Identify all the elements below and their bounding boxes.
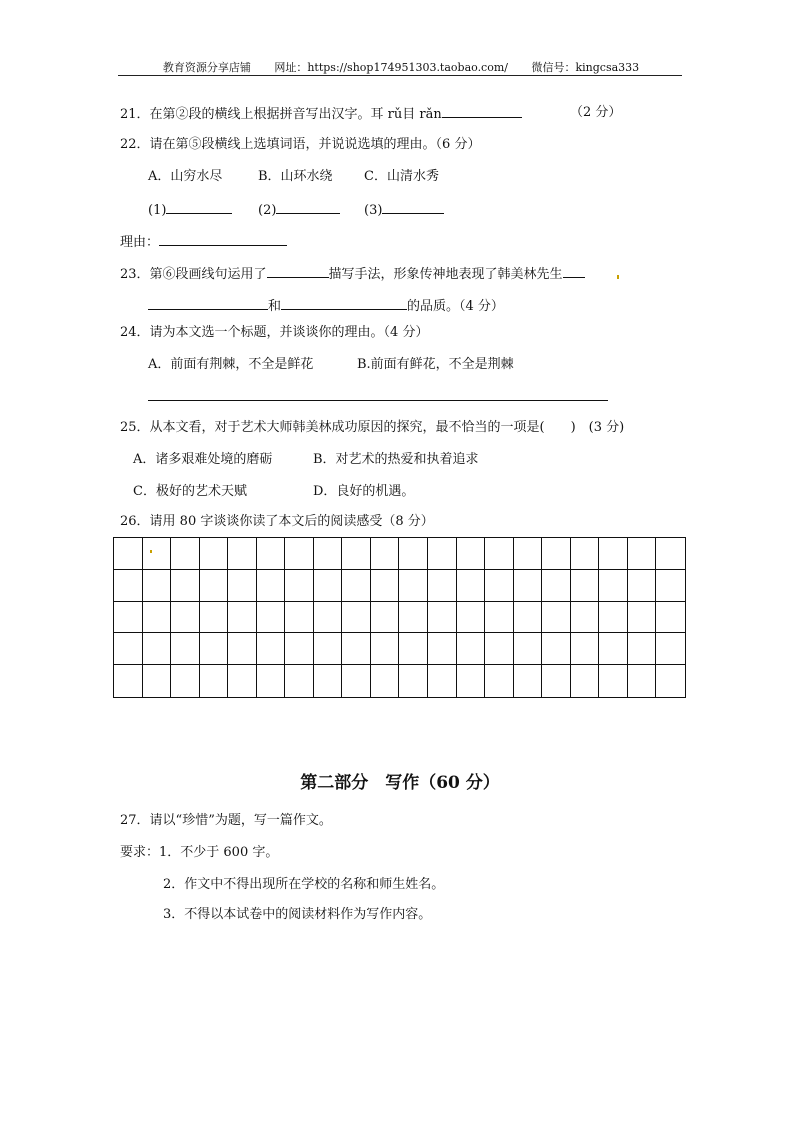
grid-cell[interactable]	[143, 602, 172, 634]
grid-cell[interactable]	[114, 538, 143, 570]
grid-cell[interactable]	[542, 665, 571, 697]
yellow-mark	[617, 275, 619, 279]
grid-cell[interactable]	[399, 570, 428, 602]
q22-option-b: B．山环水绕	[258, 169, 333, 184]
grid-cell[interactable]	[171, 602, 200, 634]
grid-mark	[150, 550, 152, 553]
grid-cell[interactable]	[656, 602, 685, 634]
q22-blank-2-label: (2)	[258, 203, 277, 218]
grid-cell[interactable]	[457, 665, 486, 697]
grid-cell[interactable]	[485, 665, 514, 697]
grid-cell[interactable]	[428, 665, 457, 697]
grid-cell[interactable]	[228, 538, 257, 570]
grid-cell[interactable]	[285, 602, 314, 634]
q24-option-a: A．前面有荆棘，不全是鲜花	[148, 357, 314, 372]
requirement-3: 3．不得以本试卷中的阅读材料作为写作内容。	[163, 907, 432, 922]
grid-cell[interactable]	[656, 570, 685, 602]
grid-cell[interactable]	[114, 602, 143, 634]
grid-cell[interactable]	[457, 633, 486, 665]
question-25: 25．从本文看，对于艺术大师韩美林成功原因的探究，最不恰当的一项是( ) (3 分)	[120, 420, 625, 435]
grid-cell[interactable]	[342, 633, 371, 665]
q21-text: 21．在第②段的横线上根据拼音写出汉字。耳 rǔ目 rǎn	[120, 107, 442, 122]
q24-option-b: B.前面有鲜花，不全是荆棘	[357, 357, 514, 372]
q23-blank-2[interactable]	[563, 265, 585, 278]
grid-cell[interactable]	[285, 570, 314, 602]
grid-cell[interactable]	[314, 633, 343, 665]
grid-cell[interactable]	[514, 633, 543, 665]
grid-cell[interactable]	[371, 602, 400, 634]
q25-option-d: D．良好的机遇。	[313, 484, 415, 499]
header-wechat: 微信号：kingcsa333	[531, 61, 640, 74]
grid-cell[interactable]	[228, 665, 257, 697]
grid-cell[interactable]	[342, 665, 371, 697]
header-url: 网址：https://shop174951303.taobao.com/	[274, 61, 508, 74]
grid-cell[interactable]	[200, 633, 229, 665]
grid-cell[interactable]	[257, 665, 286, 697]
grid-cell[interactable]	[599, 602, 628, 634]
grid-cell[interactable]	[171, 633, 200, 665]
grid-cell[interactable]	[228, 602, 257, 634]
grid-cell[interactable]	[200, 665, 229, 697]
grid-cell[interactable]	[314, 602, 343, 634]
grid-cell[interactable]	[571, 665, 600, 697]
grid-cell[interactable]	[285, 633, 314, 665]
grid-cell[interactable]	[628, 538, 657, 570]
question-21	[120, 105, 522, 123]
grid-cell[interactable]	[314, 665, 343, 697]
q22-blank-3[interactable]	[382, 201, 444, 214]
grid-cell[interactable]	[457, 538, 486, 570]
grid-cell[interactable]	[514, 602, 543, 634]
q25-option-c: C．极好的艺术天赋	[133, 484, 247, 499]
grid-cell[interactable]	[228, 570, 257, 602]
question-27: 27．请以“珍惜”为题，写一篇作文。	[120, 813, 332, 828]
q23-part2: 描写手法，形象传神地表现了韩美林先生	[328, 267, 563, 282]
question-22: 22．请在第⑤段横线上选填词语，并说说选填的理由。（6 分）	[120, 137, 481, 152]
grid-cell[interactable]	[171, 570, 200, 602]
grid-cell[interactable]	[200, 538, 229, 570]
q22-blank-1[interactable]	[166, 201, 232, 214]
grid-cell[interactable]	[371, 633, 400, 665]
q23-blank-1[interactable]	[267, 265, 329, 278]
grid-cell[interactable]	[514, 570, 543, 602]
grid-cell[interactable]	[114, 570, 143, 602]
grid-cell[interactable]	[200, 570, 229, 602]
part2-title: 第二部分 写作（60 分）	[300, 773, 500, 793]
grid-cell[interactable]	[371, 570, 400, 602]
q22-blank-2[interactable]	[276, 201, 340, 214]
q22-blank-3-label: (3)	[364, 203, 383, 218]
grid-cell[interactable]	[200, 602, 229, 634]
grid-cell[interactable]	[628, 570, 657, 602]
grid-cell[interactable]	[514, 665, 543, 697]
grid-cell[interactable]	[171, 665, 200, 697]
grid-cell[interactable]	[457, 570, 486, 602]
grid-cell[interactable]	[599, 570, 628, 602]
question-26: 26．请用 80 字谈谈你读了本文后的阅读感受（8 分）	[120, 514, 434, 529]
requirement-1: 要求：1．不少于 600 字。	[120, 845, 279, 860]
grid-cell[interactable]	[542, 538, 571, 570]
grid-cell[interactable]	[371, 538, 400, 570]
q22-blank-1-row	[148, 201, 232, 219]
grid-cell[interactable]	[485, 538, 514, 570]
q23-part4: 的品质。（4 分）	[407, 299, 504, 314]
grid-cell[interactable]	[342, 570, 371, 602]
q21-blank[interactable]	[442, 105, 522, 118]
grid-cell[interactable]	[656, 665, 685, 697]
grid-cell[interactable]	[171, 538, 200, 570]
grid-cell[interactable]	[257, 602, 286, 634]
grid-cell[interactable]	[399, 602, 428, 634]
grid-cell[interactable]	[485, 570, 514, 602]
grid-cell[interactable]	[314, 538, 343, 570]
grid-cell[interactable]	[571, 602, 600, 634]
q25-option-a: A．诸多艰难处境的磨砺	[133, 452, 273, 467]
q23-blank-3[interactable]	[148, 297, 268, 310]
grid-cell[interactable]	[457, 602, 486, 634]
grid-cell[interactable]	[399, 633, 428, 665]
grid-cell[interactable]	[428, 602, 457, 634]
q23-part3: 和	[268, 299, 282, 314]
grid-cell[interactable]	[143, 570, 172, 602]
grid-cell[interactable]	[114, 665, 143, 697]
grid-cell[interactable]	[143, 665, 172, 697]
q22-blank-2-row	[258, 201, 340, 219]
grid-cell[interactable]	[514, 538, 543, 570]
q22-reason-row	[120, 233, 287, 251]
answer-grid[interactable]	[113, 537, 686, 698]
grid-cell[interactable]	[143, 633, 172, 665]
q25-option-b: B．对艺术的热爱和执着追求	[313, 452, 479, 467]
requirement-2: 2．作文中不得出现所在学校的名称和师生姓名。	[163, 877, 445, 892]
grid-cell[interactable]	[542, 633, 571, 665]
grid-cell[interactable]	[143, 538, 172, 570]
grid-cell[interactable]	[599, 538, 628, 570]
question-23-line-2	[148, 297, 504, 315]
grid-cell[interactable]	[285, 665, 314, 697]
grid-cell[interactable]	[571, 633, 600, 665]
grid-cell[interactable]	[428, 570, 457, 602]
grid-cell[interactable]	[656, 538, 685, 570]
grid-cell[interactable]	[599, 665, 628, 697]
header-rule	[118, 75, 682, 76]
q22-reason-label: 理由：	[120, 235, 160, 250]
grid-cell[interactable]	[628, 602, 657, 634]
grid-cell[interactable]	[656, 633, 685, 665]
grid-cell[interactable]	[228, 633, 257, 665]
q22-blank-1-label: (1)	[148, 203, 167, 218]
grid-cell[interactable]	[571, 538, 600, 570]
header-shop: 教育资源分享店铺	[162, 61, 251, 74]
grid-cell[interactable]	[628, 633, 657, 665]
question-24: 24．请为本文选一个标题，并谈谈你的理由。（4 分）	[120, 325, 429, 340]
grid-cell[interactable]	[257, 633, 286, 665]
q23-blank-4[interactable]	[281, 297, 407, 310]
grid-cell[interactable]	[257, 570, 286, 602]
question-23-line-1	[120, 265, 585, 283]
grid-cell[interactable]	[399, 665, 428, 697]
grid-cell[interactable]	[371, 665, 400, 697]
grid-cell[interactable]	[399, 538, 428, 570]
grid-cell[interactable]	[485, 602, 514, 634]
q22-blank-3-row	[364, 201, 444, 219]
grid-cell[interactable]	[428, 633, 457, 665]
grid-cell[interactable]	[542, 602, 571, 634]
q24-answer-line[interactable]	[148, 400, 608, 401]
grid-cell[interactable]	[599, 633, 628, 665]
grid-cell[interactable]	[571, 570, 600, 602]
page-header	[120, 60, 682, 76]
grid-cell[interactable]	[285, 538, 314, 570]
q23-part1: 23．第⑥段画线句运用了	[120, 267, 267, 282]
grid-cell[interactable]	[114, 633, 143, 665]
grid-cell[interactable]	[257, 538, 286, 570]
grid-cell[interactable]	[342, 538, 371, 570]
grid-cell[interactable]	[342, 602, 371, 634]
q22-reason-blank[interactable]	[159, 233, 287, 246]
q22-option-a: A．山穷水尽	[148, 169, 223, 184]
grid-cell[interactable]	[428, 538, 457, 570]
grid-cell[interactable]	[542, 570, 571, 602]
q22-option-c: C．山清水秀	[364, 169, 439, 184]
q21-score: （2 分）	[570, 105, 622, 120]
grid-cell[interactable]	[628, 665, 657, 697]
grid-cell[interactable]	[314, 570, 343, 602]
grid-cell[interactable]	[485, 633, 514, 665]
